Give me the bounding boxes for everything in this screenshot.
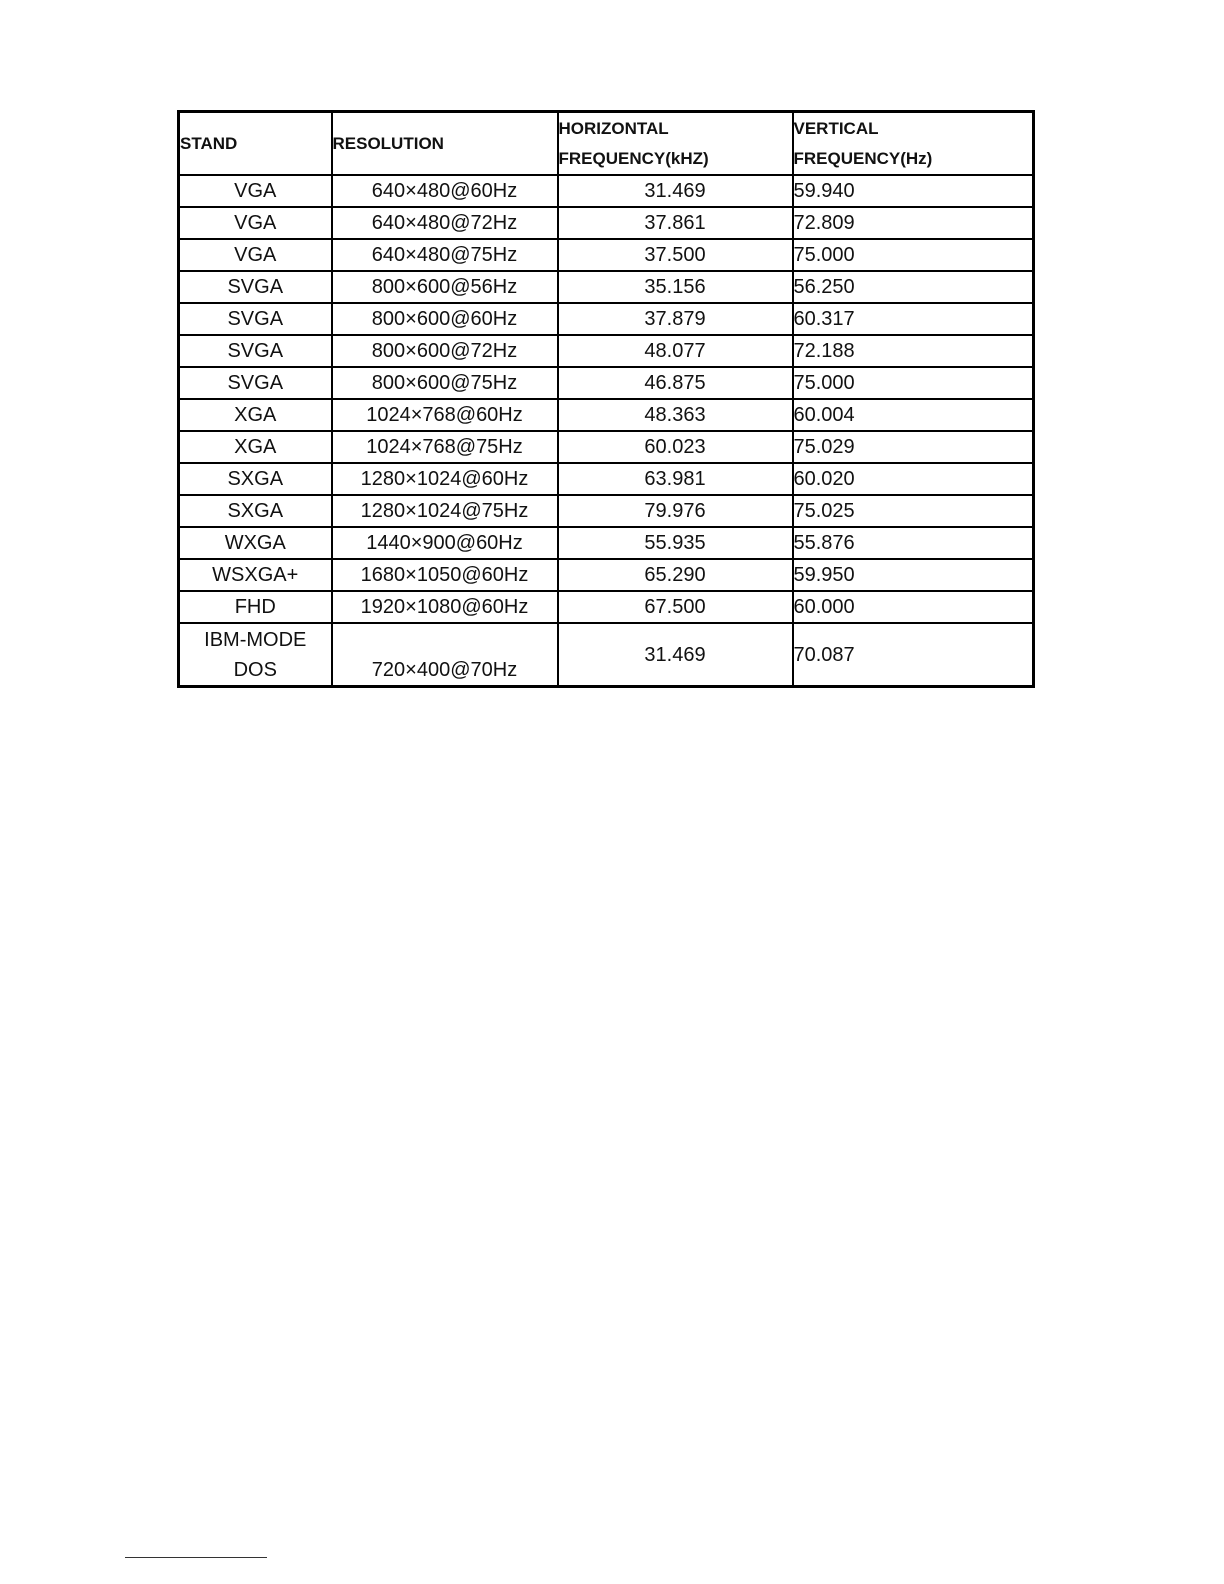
cell-horizontal: 48.363 xyxy=(558,399,793,431)
cell-vertical: 75.029 xyxy=(793,431,1034,463)
cell-vertical: 75.000 xyxy=(793,239,1034,271)
cell-vertical: 59.950 xyxy=(793,559,1034,591)
cell-horizontal: 37.861 xyxy=(558,207,793,239)
cell-stand-line1: IBM-MODE xyxy=(204,628,307,651)
cell-horizontal: 79.976 xyxy=(558,495,793,527)
cell-vertical: 72.188 xyxy=(793,335,1034,367)
cell-vertical: 75.000 xyxy=(793,367,1034,399)
table-row xyxy=(179,175,1034,207)
cell-horizontal: 67.500 xyxy=(558,591,793,623)
table-row xyxy=(179,559,1034,591)
cell-vertical: 60.020 xyxy=(793,463,1034,495)
cell-horizontal: 63.981 xyxy=(558,463,793,495)
table-row xyxy=(179,591,1034,623)
cell-resolution: 1920×1080@60Hz xyxy=(332,591,558,623)
cell-horizontal: 31.469 xyxy=(558,175,793,207)
header-vertical-line1: VERTICAL xyxy=(793,118,879,138)
cell-vertical: 70.087 xyxy=(793,623,1034,687)
table-row xyxy=(179,463,1034,495)
cell-horizontal: 37.500 xyxy=(558,239,793,271)
header-resolution: RESOLUTION xyxy=(332,112,558,176)
cell-stand: XGA xyxy=(179,399,332,431)
cell-horizontal: 46.875 xyxy=(558,367,793,399)
cell-resolution: 1280×1024@60Hz xyxy=(332,463,558,495)
cell-stand: WXGA xyxy=(179,527,332,559)
header-horizontal-line2: FREQUENCY(kHZ) xyxy=(558,148,709,168)
cell-stand xyxy=(179,623,332,687)
header-vertical-line2: FREQUENCY(Hz) xyxy=(793,148,933,168)
table-row xyxy=(179,399,1034,431)
footnote-separator-line xyxy=(125,1557,267,1558)
cell-resolution: 800×600@60Hz xyxy=(332,303,558,335)
table-row xyxy=(179,239,1034,271)
header-horizontal-line1: HORIZONTAL xyxy=(558,118,669,138)
table-row xyxy=(179,303,1034,335)
cell-stand-line2: DOS xyxy=(233,658,277,681)
cell-resolution: 1280×1024@75Hz xyxy=(332,495,558,527)
cell-horizontal: 60.023 xyxy=(558,431,793,463)
cell-resolution: 640×480@75Hz xyxy=(332,239,558,271)
cell-resolution: 640×480@60Hz xyxy=(332,175,558,207)
table-row xyxy=(179,495,1034,527)
cell-vertical: 59.940 xyxy=(793,175,1034,207)
cell-horizontal: 37.879 xyxy=(558,303,793,335)
cell-resolution: 800×600@56Hz xyxy=(332,271,558,303)
cell-stand: VGA xyxy=(179,239,332,271)
cell-vertical: 60.000 xyxy=(793,591,1034,623)
cell-resolution: 800×600@75Hz xyxy=(332,367,558,399)
cell-vertical: 56.250 xyxy=(793,271,1034,303)
cell-horizontal: 48.077 xyxy=(558,335,793,367)
table-row xyxy=(179,431,1034,463)
header-row xyxy=(179,112,1034,176)
header-stand: STAND xyxy=(179,112,332,176)
cell-stand: WSXGA+ xyxy=(179,559,332,591)
cell-resolution: 640×480@72Hz xyxy=(332,207,558,239)
cell-resolution: 1680×1050@60Hz xyxy=(332,559,558,591)
table-body xyxy=(179,175,1034,687)
table-row xyxy=(179,335,1034,367)
cell-stand: SXGA xyxy=(179,463,332,495)
cell-stand: SVGA xyxy=(179,303,332,335)
cell-stand: SVGA xyxy=(179,335,332,367)
cell-resolution: 720×400@70Hz xyxy=(332,623,558,687)
table-row xyxy=(179,271,1034,303)
cell-vertical: 75.025 xyxy=(793,495,1034,527)
cell-stand: XGA xyxy=(179,431,332,463)
cell-stand: FHD xyxy=(179,591,332,623)
cell-stand: SVGA xyxy=(179,367,332,399)
cell-vertical: 60.317 xyxy=(793,303,1034,335)
cell-horizontal: 35.156 xyxy=(558,271,793,303)
timing-table xyxy=(177,110,1035,688)
cell-vertical: 72.809 xyxy=(793,207,1034,239)
header-horizontal-frequency xyxy=(558,112,793,176)
table-row xyxy=(179,527,1034,559)
header-vertical-frequency xyxy=(793,112,1034,176)
table-row-ibm-mode-dos xyxy=(179,623,1034,687)
table-row xyxy=(179,207,1034,239)
cell-resolution: 1024×768@60Hz xyxy=(332,399,558,431)
cell-horizontal: 55.935 xyxy=(558,527,793,559)
cell-horizontal: 65.290 xyxy=(558,559,793,591)
cell-vertical: 60.004 xyxy=(793,399,1034,431)
cell-horizontal: 31.469 xyxy=(558,623,793,687)
cell-resolution: 800×600@72Hz xyxy=(332,335,558,367)
cell-stand: VGA xyxy=(179,207,332,239)
cell-resolution: 1440×900@60Hz xyxy=(332,527,558,559)
cell-resolution: 1024×768@75Hz xyxy=(332,431,558,463)
cell-vertical: 55.876 xyxy=(793,527,1034,559)
cell-stand: VGA xyxy=(179,175,332,207)
table-row xyxy=(179,367,1034,399)
cell-stand: SVGA xyxy=(179,271,332,303)
cell-stand: SXGA xyxy=(179,495,332,527)
